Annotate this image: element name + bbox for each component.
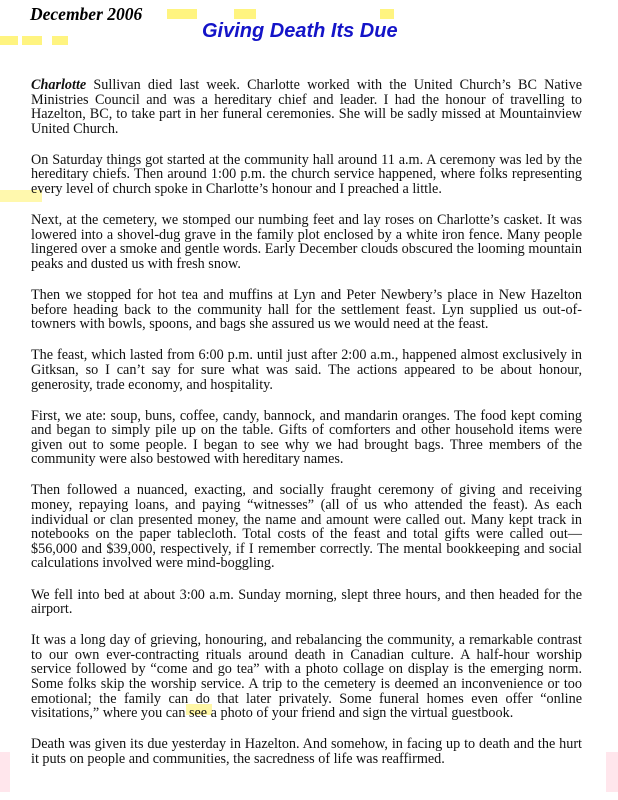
paragraph: On Saturday things got started at the community hall around 11 a.m. A ceremony was led by the hereditary chiefs. Then around 1:00 p.m. the church service happened, where folks representing every level of church spoke in Charlotte’s honour and I preached a little. [31,151,582,198]
issue-date: December 2006 [30,4,143,24]
paragraph-text: Sullivan died last week. Charlotte worked with the United Church’s BC Native Ministries Council and was a hereditary chief and leader. I had the honour of travelling to Hazelton, BC, to take part in her funeral ceremonies. She will be sadly missed at Mountainview United Church. [31,77,582,137]
highlight-mark [52,36,68,45]
highlight-mark [0,36,18,45]
highlight-mark [380,9,394,19]
paragraph: It was a long day of grieving, honouring, and rebalancing the community, a remarkable contrast to our own ever-contracting rituals around death in Canadian culture. A half-hour worship service followed by “come and go tea” with a photo collage on display is the emerging norm. Some folks skip the worship service. A trip to the cemetery is deemed an inconvenience or too emotional; the family can do that later privately. Some funeral homes even offer “online visitations,” where you can see a photo of your friend and sign the virtual guestbook. [31,632,582,722]
paragraph: Then we stopped for hot tea and muffins at Lyn and Peter Newbery’s place in New Hazelton before heading back to the community hall for the settlement feast. Lyn supplied us out-of-towners with bowls, spoons, and bags she assured us we would need at the feast. [31,287,582,333]
article-title: Giving Death Its Due [202,20,398,42]
paragraph: First, we ate: soup, buns, coffee, candy, bannock, and mandarin oranges. The food kept coming and began to simply pile up on the table. Gifts of comforters and other household items were given out to some people. I began to see why we had brought bags. Three members of the community were also bestowed with hereditary names. [31,407,582,468]
highlight-mark [167,9,197,19]
highlight-mark [234,9,256,19]
paragraph: We fell into bed at about 3:00 a.m. Sunday morning, slept three hours, and then headed for the airport. [31,586,582,618]
paragraph: The feast, which lasted from 6:00 p.m. until just after 2:00 a.m., happened almost exclusively in Gitksan, so I can’t say for sure what was said. The actions appeared to be about honour, generosity, trade economy, and hospitality. [31,347,582,393]
paragraph: Death was given its due yesterday in Hazelton. And somehow, in facing up to death and the hurt it puts on people and communities, the sacredness of life was reaffirmed. [31,736,582,767]
paragraph [31,78,582,136]
lead-name: Charlotte [31,77,87,93]
margin-mark [0,752,10,792]
margin-mark [606,752,618,792]
paragraph: Then followed a nuanced, exacting, and socially fraught ceremony of giving and receiving money, repaying loans, and paying “witnesses” (all of us who attended the feast). As each individual or clan presented money, the name and amount were called out. Many kept track in notebooks on the paper tablecloth. Total costs of the feast and total gifts were called out—$56,000 and $39,000, respectively, if I remember correctly. The mental bookkeeping and social calculations involved were mind-boggling. [31,482,582,572]
highlight-mark [22,36,42,45]
paragraph: Next, at the cemetery, we stomped our numbing feet and lay roses on Charlotte’s casket. It was lowered into a shovel-dug grave in the family plot enclosed by a white iron fence. Many people lingered over a smoke and gentle words. Early December clouds obscured the looming mountain peaks and dusted us with fresh snow. [31,212,582,272]
article-body [31,78,582,783]
